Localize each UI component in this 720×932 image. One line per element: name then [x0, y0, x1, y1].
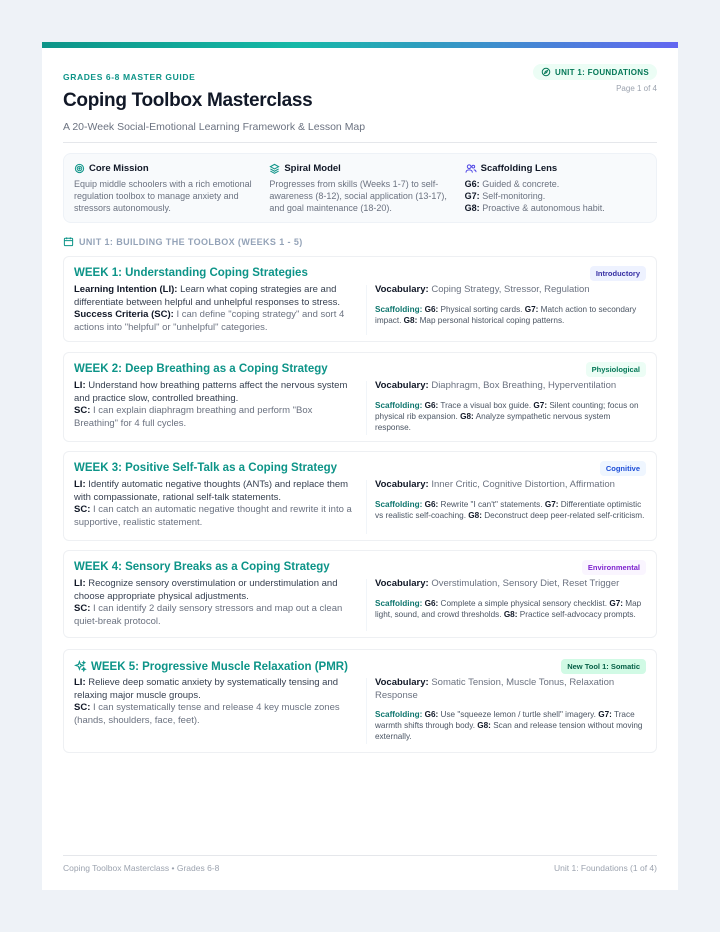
target-icon — [74, 163, 85, 174]
week-tag: Environmental — [582, 560, 646, 575]
footer-divider — [63, 855, 657, 856]
week-tag: Introductory — [590, 266, 646, 281]
page-subtitle: A 20-Week Social-Emotional Learning Framework & Lesson Map — [63, 121, 366, 133]
week-vocabulary: Vocabulary: Somatic Tension, Muscle Tonus, Relaxation Response — [375, 677, 615, 701]
week-details — [375, 479, 647, 521]
week-divider — [366, 579, 367, 631]
calendar-icon — [63, 236, 74, 247]
week-title: WEEK 4: Sensory Breaks as a Coping Strategy — [74, 561, 330, 573]
compass-icon — [541, 67, 551, 77]
week-details — [375, 578, 647, 620]
week-vocabulary: Vocabulary: Inner Critic, Cognitive Distortion, Affirmation — [375, 479, 615, 490]
week-card — [63, 352, 657, 442]
core-mission-text: Equip middle schoolers with a rich emotional regulation toolbox to manage anxiety and stressors autonomously. — [74, 179, 252, 213]
header-divider — [63, 142, 657, 143]
week-vocabulary: Vocabulary: Overstimulation, Sensory Diet, Reset Trigger — [375, 578, 620, 589]
overview-panel — [63, 153, 657, 223]
spiral-model — [269, 163, 450, 213]
week-intentions: LI: Understand how breathing patterns affect the nervous system and practice slow, controlled breathing. SC: I can explain diaphragm breathing and perform "Box Breathing" for 4 full cycles. — [74, 380, 348, 429]
week-details — [375, 380, 647, 433]
scaffolding-lens — [465, 163, 646, 213]
week-divider — [366, 285, 367, 335]
week-tag: Cognitive — [600, 461, 646, 476]
core-mission-title: Core Mission — [89, 163, 149, 174]
unit-section-title: UNIT 1: BUILDING THE TOOLBOX (WEEKS 1 - 5) — [79, 236, 303, 247]
unit-section-heading — [63, 236, 303, 247]
sparkles-icon — [74, 660, 87, 673]
footer-right: Unit 1: Foundations (1 of 4) — [553, 863, 657, 873]
week-card — [63, 256, 657, 342]
page-header — [63, 67, 657, 133]
week-scaffolding: Scaffolding: G6: Rewrite "I can't" statements. G7: Differentiate optimistic vs realistic self-coaching. G8: Deconstruct deep peer-related self-criticism. — [375, 499, 645, 520]
layers-icon — [269, 163, 280, 174]
week-tag: Physiological — [586, 362, 646, 377]
week-title: WEEK 1: Understanding Coping Strategies — [74, 267, 308, 279]
page-title: Coping Toolbox Masterclass — [63, 90, 313, 111]
week-intentions: LI: Identify automatic negative thoughts (ANTs) and replace them with compassionate, rational self-talk statements. SC: I can catch an automatic negative thought and rewrite it into a supportive, realistic statement. — [74, 479, 352, 528]
week-card — [63, 649, 657, 753]
week-intentions: LI: Relieve deep somatic anxiety by systematically tensing and relaxing major muscle groups. SC: I can systematically tense and release 4 key muscle zones (hands, shoulders, face, feet). — [74, 677, 340, 726]
week-vocabulary: Vocabulary: Diaphragm, Box Breathing, Hyperventilation — [375, 380, 617, 391]
week-divider — [366, 381, 367, 435]
users-icon — [465, 163, 477, 174]
week-title: WEEK 5: Progressive Muscle Relaxation (PMR) — [91, 660, 348, 673]
spiral-model-text: Progresses from skills (Weeks 1-7) to self-awareness (8-12), social application (13-17), and goal maintenance (18-20). — [269, 179, 447, 213]
week-details — [375, 284, 647, 326]
week-card — [63, 550, 657, 638]
week-scaffolding: Scaffolding: G6: Use "squeeze lemon / turtle shell" imagery. G7: Trace warmth shifts through body. G8: Scan and release tension without moving externally. — [375, 710, 643, 741]
lesson-sheet — [42, 42, 678, 890]
spiral-model-title: Spiral Model — [284, 163, 341, 174]
week-scaffolding: Scaffolding: G6: Complete a simple physical sensory checklist. G7: Map light, sound, and crowd thresholds. G8: Practice self-advocacy prompts. — [375, 598, 642, 619]
unit-badge — [533, 64, 657, 80]
unit-badge-label: UNIT 1: FOUNDATIONS — [555, 67, 649, 77]
core-mission — [74, 163, 255, 213]
scaffolding-lens-title: Scaffolding Lens — [480, 163, 558, 174]
week-details — [375, 677, 647, 742]
week-card — [63, 451, 657, 541]
scaffolding-lens-text: G6: Guided & concrete. G7: Self-monitoring. G8: Proactive & autonomous habit. — [464, 179, 605, 213]
footer-left: Coping Toolbox Masterclass • Grades 6-8 — [63, 863, 220, 873]
week-divider — [366, 480, 367, 534]
week-title: WEEK 3: Positive Self-Talk as a Coping Strategy — [74, 462, 338, 474]
week-tag: New Tool 1: Somatic — [561, 659, 646, 674]
eyebrow-label: GRADES 6-8 MASTER GUIDE — [63, 72, 196, 82]
week-divider — [366, 678, 367, 744]
week-scaffolding: Scaffolding: G6: Trace a visual box guide. G7: Silent counting; focus on physical rib expansion. G8: Analyze sympathetic nervous system response. — [375, 400, 639, 432]
page-number: Page 1 of 4 — [616, 84, 657, 93]
week-scaffolding: Scaffolding: G6: Physical sorting cards. G7: Match action to secondary impact. G8: Map personal historical coping patterns. — [375, 304, 637, 325]
week-intentions: LI: Recognize sensory overstimulation or understimulation and choose appropriate physical adjustments. SC: I can identify 2 daily sensory stressors and map out a clean quiet-break protocol. — [74, 578, 343, 627]
week-title: WEEK 2: Deep Breathing as a Coping Strategy — [74, 363, 328, 375]
week-vocabulary: Vocabulary: Coping Strategy, Stressor, Regulation — [375, 284, 590, 295]
week-intentions: Learning Intention (LI): Learn what coping strategies are and differentiate between helpful and unhelpful responses to stress. Success Criteria (SC): I can define "coping strategy" and sort 4 actions into "helpful" or "unhelpful" categories. — [74, 284, 345, 333]
